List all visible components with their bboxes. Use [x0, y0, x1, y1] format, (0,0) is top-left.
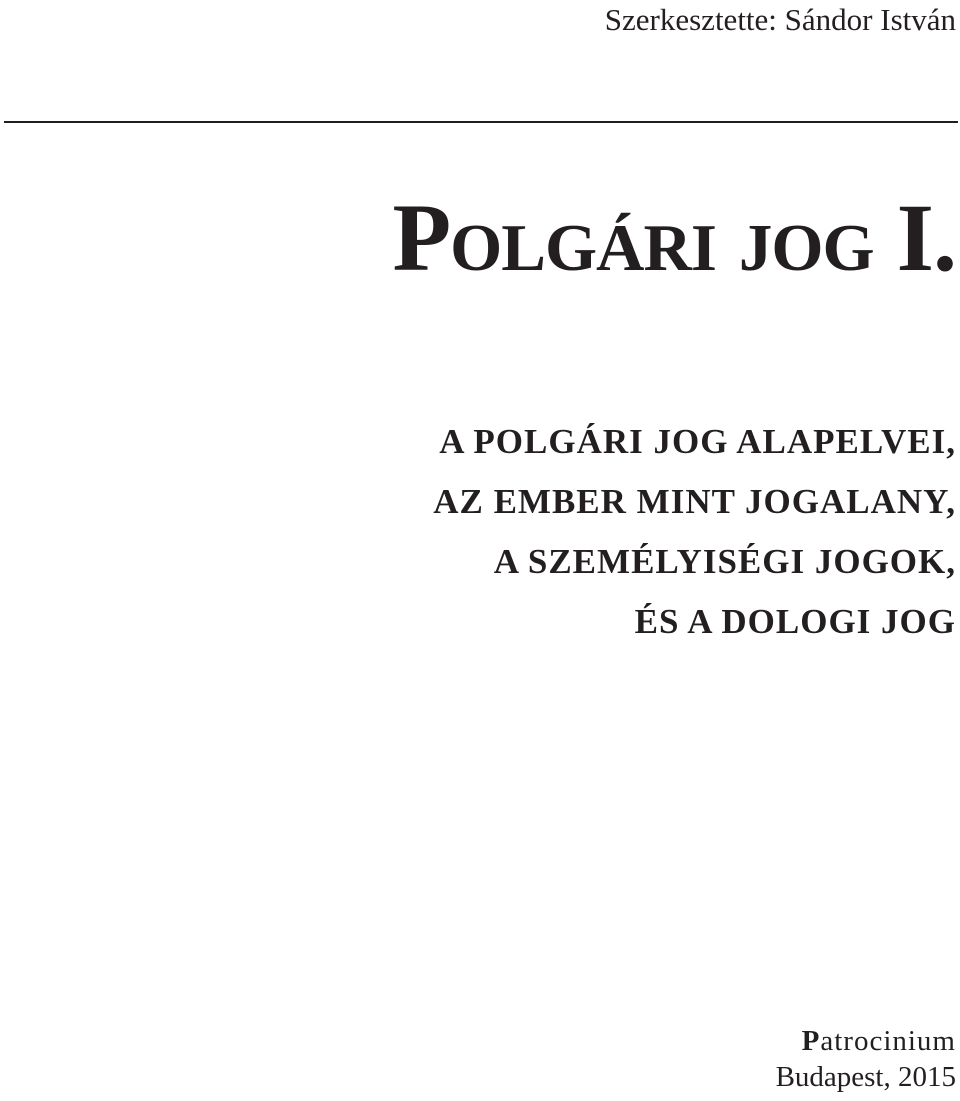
publisher-name	[776, 1023, 956, 1059]
header-divider	[4, 121, 958, 123]
subtitle-line-1: A POLGÁRI JOG ALAPELVEI,	[439, 422, 956, 461]
publisher-initial: P	[801, 1025, 821, 1057]
book-title: Polgári jog I.	[392, 184, 956, 291]
editor-credit: Szerkesztette: Sándor István	[604, 2, 956, 37]
publisher-name-rest: atrocinium	[820, 1025, 956, 1057]
subtitle-line-2: AZ EMBER MINT JOGALANY,	[433, 482, 956, 521]
subtitle-line-4: ÉS A DOLOGI JOG	[634, 602, 956, 641]
imprint	[776, 1023, 956, 1095]
subtitle-line-3: A SZEMÉLYISÉGI JOGOK,	[493, 542, 956, 581]
place-and-year: Budapest, 2015	[775, 1061, 956, 1093]
book-subtitle	[433, 412, 956, 652]
